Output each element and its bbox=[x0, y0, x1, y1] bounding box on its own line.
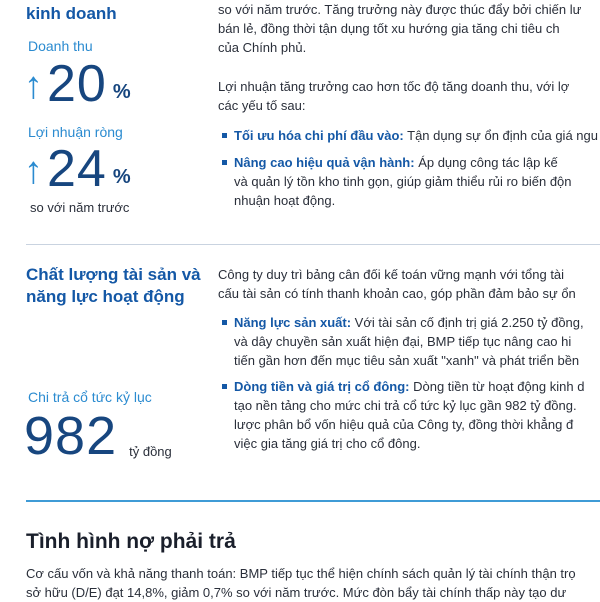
text-line: Áp dụng công tác lập kế bbox=[414, 155, 558, 170]
text-line: so với năm trước. Tăng trưởng này được thúc đẩy bởi chiến lư bbox=[218, 2, 582, 17]
revenue-unit: % bbox=[112, 81, 131, 103]
text-line: các yếu tố sau: bbox=[218, 98, 306, 113]
net-profit-metric bbox=[24, 140, 131, 198]
revenue-metric bbox=[24, 55, 131, 113]
list-item bbox=[222, 377, 584, 453]
list-item bbox=[222, 153, 598, 210]
text-line: Công ty duy trì bảng cân đối kế toán vững mạnh với tổng tài bbox=[218, 267, 565, 282]
asset-intro bbox=[218, 265, 576, 303]
section-divider-accent bbox=[26, 500, 600, 502]
text-line: Cơ cấu vốn và khả năng thanh toán: BMP tiếp tục thể hiện chính sách quản lý tài chính thận trọ bbox=[26, 566, 576, 581]
bullet-keyword: Tối ưu hóa chi phí đầu vào: bbox=[234, 128, 404, 143]
bullet-icon bbox=[222, 384, 227, 389]
debt-heading: Tình hình nợ phải trả bbox=[26, 530, 236, 553]
text-line: của Chính phủ. bbox=[218, 40, 307, 55]
text-line: sở hữu (D/E) đạt 14,8%, giảm 0,7% so với năm trước. Mức đòn bẩy tài chính thấp này tạo dư bbox=[26, 585, 567, 600]
text-line: tiến gần hơn đến mục tiêu sản xuất "xanh" và phát triển bền bbox=[234, 353, 580, 368]
bullet-keyword: Năng lực sản xuất: bbox=[234, 315, 352, 330]
profit-intro bbox=[218, 77, 569, 115]
bullet-keyword: Dòng tiền và giá trị cổ đông: bbox=[234, 379, 410, 394]
dividend-value: 982 bbox=[24, 406, 118, 466]
text-line: bán lẻ, đồng thời tận dụng tốt xu hướng gia tăng chi tiêu ch bbox=[218, 21, 560, 36]
text-line: nhuận hoạt động. bbox=[234, 193, 336, 208]
revenue-value: 20 bbox=[47, 55, 107, 113]
text-line: việc gia tăng giá trị cho cổ đông. bbox=[234, 436, 421, 451]
text-line: và quản lý tồn kho tinh gọn, giúp giảm thiểu rủi ro biến độn bbox=[234, 174, 572, 189]
text-line: Với tài sản cố định trị giá 2.250 tỷ đồng, bbox=[351, 315, 584, 330]
profit-bullet-list bbox=[222, 126, 598, 210]
bullet-icon bbox=[222, 320, 227, 325]
bullet-keyword: Nâng cao hiệu quả vận hành: bbox=[234, 155, 415, 170]
section-title-business: kinh doanh bbox=[26, 4, 117, 23]
text-line: tạo nền tảng cho mức chi trả cổ tức kỷ lục gần 982 tỷ đồng. bbox=[234, 398, 577, 413]
dividend-label: Chi trả cổ tức kỷ lục bbox=[28, 389, 152, 405]
top-paragraph bbox=[218, 0, 581, 57]
title-line: Chất lượng tài sản và bbox=[26, 265, 201, 284]
net-profit-value: 24 bbox=[47, 140, 107, 198]
arrow-up-icon: ↑ bbox=[24, 65, 43, 107]
section-title-assets bbox=[26, 264, 201, 308]
text-line: Lợi nhuận tăng trưởng cao hơn tốc độ tăng doanh thu, với lợ bbox=[218, 79, 570, 94]
net-profit-label: Lợi nhuận ròng bbox=[28, 124, 123, 140]
bullet-icon bbox=[222, 160, 227, 165]
title-line: năng lực hoạt động bbox=[26, 287, 185, 306]
text-line: Tận dụng sự ổn định của giá ngu bbox=[403, 128, 598, 143]
list-item bbox=[222, 126, 598, 145]
debt-paragraph bbox=[26, 564, 576, 602]
arrow-up-icon: ↑ bbox=[24, 150, 43, 192]
text-line: Dòng tiền từ hoạt động kinh d bbox=[409, 379, 585, 394]
text-line: và dây chuyền sản xuất hiện đại, BMP tiếp tục nâng cao hi bbox=[234, 334, 572, 349]
text-line: lược phân bổ vốn hiệu quả của Công ty, đồng thời khẳng đ bbox=[234, 417, 574, 432]
section-divider bbox=[26, 244, 600, 245]
net-profit-unit: % bbox=[112, 166, 131, 188]
revenue-label: Doanh thu bbox=[28, 38, 93, 54]
text-line: cấu tài sản có tính thanh khoản cao, góp phần đảm bảo sự ổn bbox=[218, 286, 576, 301]
dividend-unit: tỷ đồng bbox=[129, 444, 172, 459]
net-profit-caption: so với năm trước bbox=[30, 200, 130, 215]
list-item bbox=[222, 313, 584, 370]
dividend-metric bbox=[24, 406, 172, 466]
bullet-icon bbox=[222, 133, 227, 138]
asset-bullet-list bbox=[222, 313, 584, 453]
